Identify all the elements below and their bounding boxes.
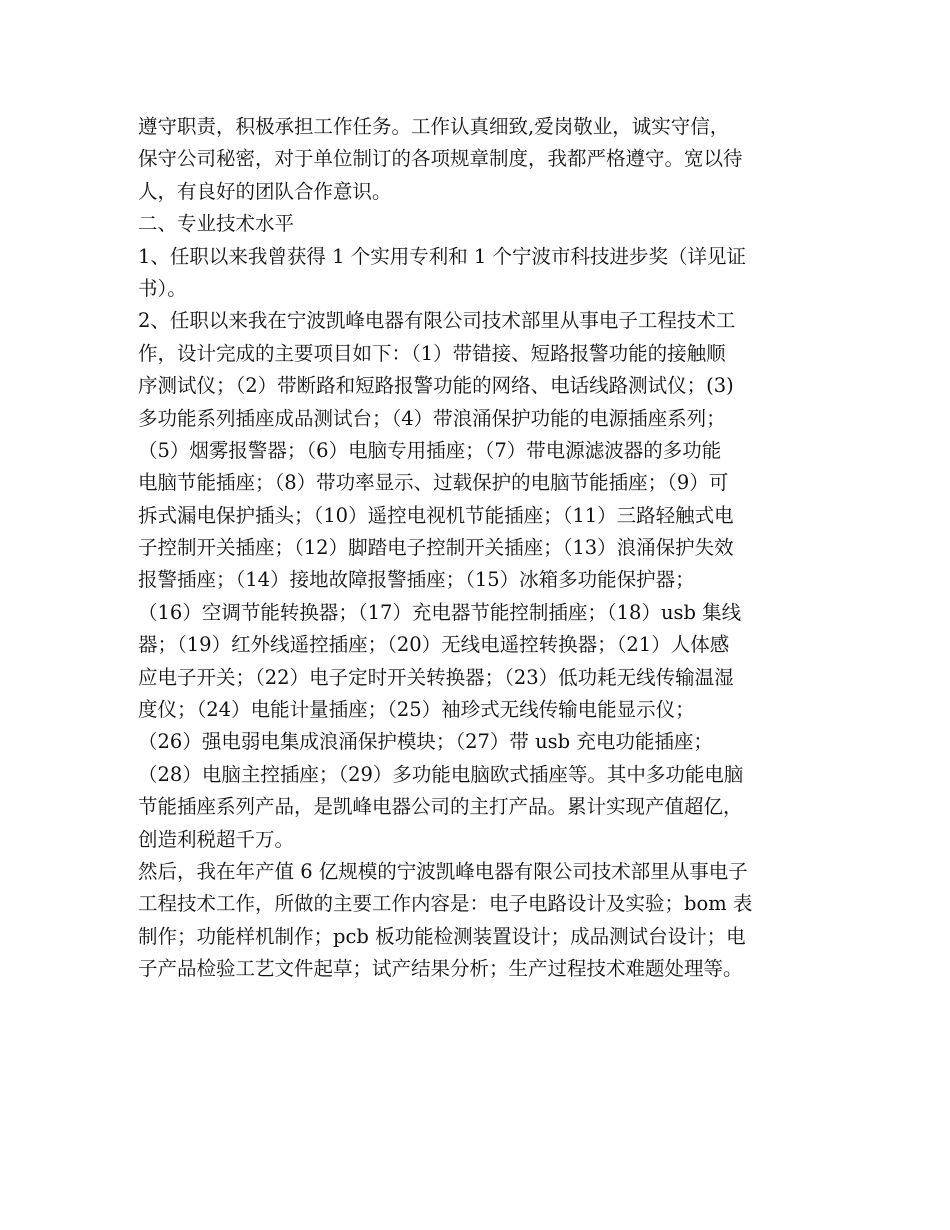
text-line: 多功能系列插座成品测试台；（4）带浪涌保护功能的电源插座系列； <box>138 406 726 430</box>
text-line: 器；（19）红外线遥控插座；（20）无线电遥控转换器；（21）人体感 <box>138 633 730 657</box>
text-line: 然后，我在年产值 6 亿规模的宁波凯峰电器有限公司技术部里从事电子 <box>138 859 748 883</box>
text-line: 保守公司秘密，对于单位制订的各项规章制度，我都严格遵守。宽以待 <box>138 147 743 171</box>
text-line: 创造利税超千万。 <box>138 827 295 851</box>
text-line: 作，设计完成的主要项目如下：（1）带错接、短路报警功能的接触顺 <box>138 341 726 365</box>
text-line: 电脑节能插座；（8）带功率显示、过载保护的电脑节能插座；（9）可 <box>138 471 729 495</box>
body-text <box>138 111 818 986</box>
text-line: 1、任职以来我曾获得 1 个实用专利和 1 个宁波市科技进步奖（详见证 <box>138 244 747 268</box>
text-line: （5）烟雾报警器；（6）电脑专用插座；（7）带电源滤波器的多功能 <box>138 438 722 462</box>
text-line: （28）电脑主控插座；（29）多功能电脑欧式插座等。其中多功能电脑 <box>138 762 744 786</box>
text-line: 报警插座；（14）接地故障报警插座；（15）冰箱多功能保护器； <box>138 568 695 592</box>
text-line: （16）空调节能转换器；（17）充电器节能控制插座；（18）usb 集线 <box>138 600 742 624</box>
text-line: 节能插座系列产品，是凯峰电器公司的主打产品。累计实现产值超亿， <box>138 795 743 819</box>
text-line: 书）。 <box>138 276 187 300</box>
text-line: 制作；功能样机制作；pcb 板功能检测装置设计；成品测试台设计；电 <box>138 924 746 948</box>
text-line: 子控制开关插座；（12）脚踏电子控制开关插座；（13）浪涌保护失效 <box>138 536 734 560</box>
text-line: 子产品检验工艺文件起草；试产结果分析；生产过程技术难题处理等。 <box>138 957 743 981</box>
text-line: 遵守职责，积极承担工作任务。工作认真细致,爱岗敬业，诚实守信， <box>138 115 730 138</box>
text-line: 拆式漏电保护插头；（10）遥控电视机节能插座；（11）三路轻触式电 <box>138 503 734 527</box>
text-line: （26）强电弱电集成浪涌保护模块；（27）带 usb 充电功能插座； <box>138 730 713 754</box>
text-line: 度仪；（24）电能计量插座；（25）袖珍式无线传输电能显示仪； <box>138 698 695 722</box>
text-line: 工程技术工作，所做的主要工作内容是：电子电路设计及实验；bom 表 <box>138 892 753 916</box>
text-line: 人，有良好的团队合作意识。 <box>138 179 392 203</box>
section-heading: 二、专业技术水平 <box>138 212 295 236</box>
text-line: 序测试仪；（2）带断路和短路报警功能的网络、电话线路测试仪；(3) <box>138 374 734 398</box>
text-line: 应电子开关；（22）电子定时开关转换器；（23）低功耗无线传输温湿 <box>138 665 734 689</box>
text-line: 2、任职以来我在宁波凯峰电器有限公司技术部里从事电子工程技术工 <box>138 309 736 333</box>
